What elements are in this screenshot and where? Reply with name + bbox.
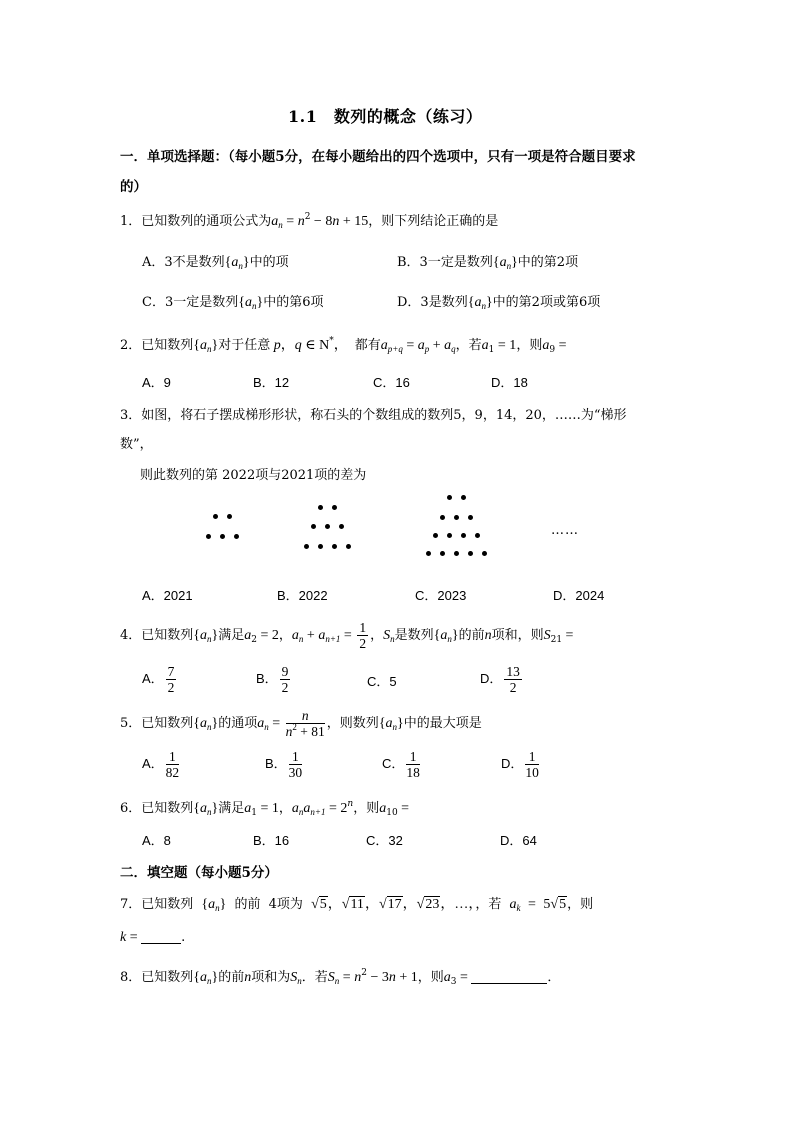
question-3-prompt: 则此数列的第 2022项与2021项的差为 [140, 468, 367, 483]
stone-dot [468, 515, 473, 520]
stone-dot [311, 524, 316, 529]
q6-option-d[interactable]: D．64 [500, 833, 537, 848]
stone-dot [461, 533, 466, 538]
question-2: 2．已知数列$\{a_n\}$对于任意 p，q ∈ N*， 都有$a_{p+q} = a_p + a_q$，若$a_1 = 1$，则$a_9$ = [120, 336, 567, 355]
question-6: 6．已知数列$\{a_n\}$满足$a_1 = 1$，$a_na_{n+1} = 2^n$，则$a_{10}$ = [120, 799, 410, 818]
stone-dot [220, 534, 225, 539]
stone-dot [475, 533, 480, 538]
q1-option-a[interactable]: A．3不是数列$\{a_n\}$中的项 [142, 255, 289, 271]
stone-dot [426, 551, 431, 556]
stone-dot [440, 551, 445, 556]
section-2-heading: 二．填空题（每小题5分） [120, 865, 278, 881]
stone-dot [206, 534, 211, 539]
q6-option-a[interactable]: A．8 [142, 833, 171, 848]
question-3: 3．如图，将石子摆成梯形形状，称石头的个数组成的数列5，9，14，20，……为“梯形 [120, 408, 627, 423]
q5-option-a[interactable]: A． $\frac{1}{82}$ [142, 749, 180, 781]
q5-option-b[interactable]: B． $\frac{1}{30}$ [265, 749, 303, 781]
section-1-heading: 一．单项选择题：（每小题5分，在每小题给出的四个选项中，只有一项是符合题目要求 [120, 149, 636, 165]
question-3-cont: 数”， [120, 437, 153, 452]
stone-dot [461, 495, 466, 500]
q6-option-b[interactable]: B．16 [253, 833, 290, 848]
stone-dot [227, 514, 232, 519]
stone-dot [213, 514, 218, 519]
stone-dot [454, 515, 459, 520]
page-title: 1.1 数列的概念（练习） [288, 107, 483, 126]
q2-option-b[interactable]: B．12 [253, 375, 290, 390]
question-4: 4．已知数列$\{a_n\}$满足$a_2 = 2$，$a_n + a_{n+1}$ = $\frac{1}{2}$ ，$S_n$是数列$\{a_n\}$的前n项和，则$S_{21}$ = [120, 620, 574, 651]
q4-option-c[interactable]: C．5 [367, 674, 397, 689]
stone-dot [454, 551, 459, 556]
stone-dot [234, 534, 239, 539]
q1-option-b[interactable]: B．3一定是数列$\{a_n\}$中的第2项 [397, 255, 579, 271]
q4-option-a[interactable]: A． $\frac{7}{2}$ [142, 664, 175, 696]
stone-dot [440, 515, 445, 520]
q4-option-d[interactable]: D． $\frac{13}{2}$ [480, 664, 520, 696]
fraction-one-half: $\frac{1}{2}$ [359, 620, 367, 651]
q7-answer-blank[interactable] [141, 929, 181, 944]
figure-ellipsis: …… [551, 523, 579, 538]
stone-dot [346, 544, 351, 549]
q3-option-a[interactable]: A．2021 [142, 588, 193, 603]
stone-dot [447, 495, 452, 500]
section-1-heading-cont: 的） [120, 179, 147, 195]
q5-option-c[interactable]: C． $\frac{1}{18}$ [382, 749, 420, 781]
q2-option-c[interactable]: C．16 [373, 375, 410, 390]
q1-option-d[interactable]: D．3是数列$\{a_n\}$中的第2项或第6项 [397, 295, 601, 311]
stone-dot [332, 544, 337, 549]
stone-dot [332, 505, 337, 510]
stone-dot [447, 533, 452, 538]
q3-option-d[interactable]: D．2024 [553, 588, 605, 603]
q3-option-c[interactable]: C．2023 [415, 588, 467, 603]
question-7-cont: k = . [120, 930, 186, 945]
q2-option-a[interactable]: A．9 [142, 375, 171, 390]
question-7: 7．已知数列 $\{a_n\}$ 的前 4项为 √5，√11，√17，√23，…，，若 $a_k = 5√5$，则 [120, 897, 594, 913]
stone-dot [339, 524, 344, 529]
question-8: 8．已知数列$\{a_n\}$的前n项和为$S_n$．若$S_n = n^2 - 3n + 1$，则$a_3$ = ． [120, 968, 561, 987]
stone-dot [318, 544, 323, 549]
q2-option-d[interactable]: D．18 [491, 375, 528, 390]
question-5: 5．已知数列$\{a_n\}$的通项$a_n$ = $\frac{n}{n^2 + 81}$ ，则数列$\{a_n\}$中的最大项是 [120, 708, 482, 739]
question-1: 1．已知数列的通项公式为$a_n = n^2 - 8n + 15$，则下列结论正确的是 [120, 212, 499, 230]
q3-option-b[interactable]: B．2022 [277, 588, 328, 603]
q8-answer-blank[interactable] [471, 969, 547, 984]
fraction-n-over-n2-plus-81: $\frac{n}{n^2 + 81}$ [285, 708, 325, 739]
stone-dot [468, 551, 473, 556]
q5-option-d[interactable]: D． $\frac{1}{10}$ [501, 749, 539, 781]
stone-dot [304, 544, 309, 549]
q4-option-b[interactable]: B． $\frac{9}{2}$ [256, 664, 289, 696]
stone-dot [482, 551, 487, 556]
q1-option-c[interactable]: C．3一定是数列$\{a_n\}$中的第6项 [142, 295, 324, 311]
q6-option-c[interactable]: C．32 [366, 833, 403, 848]
stone-dot [318, 505, 323, 510]
stone-dot [325, 524, 330, 529]
stone-dot [433, 533, 438, 538]
